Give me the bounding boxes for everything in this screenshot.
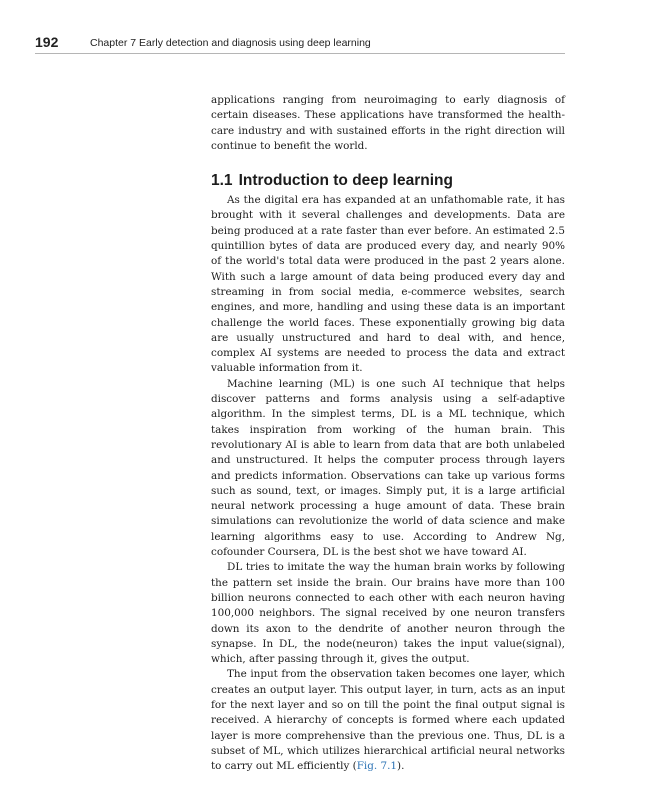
running-head: Chapter 7 Early detection and diagnosis using deep learning — [90, 37, 371, 49]
section-number: 1.1 — [211, 172, 233, 190]
body-paragraph-last — [211, 667, 565, 774]
last-paragraph-closing: ). — [397, 760, 405, 773]
body-paragraph: Machine learning (ML) is one such AI technique that helps discover patterns and forms analysis using a self-adaptive algorithm. In the simplest terms, DL is a ML technique, which takes inspiration from working of the human brain. This revolutionary AI is able to learn from data that are both unlabeled and unstructured. It helps the computer process through layers and predicts information. Observations can take up various forms such as sound, text, or images. Simply put, it is a large artificial neural network processing a huge amount of data. These brain simulations can revolutionize the world of data science and make learning algorithms easy to use. According to Andrew Ng, cofounder Coursera, DL is the best shot we have toward AI. — [211, 377, 565, 559]
page-header — [35, 33, 565, 54]
body-paragraph: DL tries to imitate the way the human brain works by following the pattern set inside the brain. Our brains have more than 100 billion neurons connected to each other with each neuron having 100,000 neighbors. The signal received by one neuron transfers down its axon to the dendrite of another neuron through the synapse. In DL, the node(neuron) takes the input value(signal), which, after passing through it, gives the output. — [211, 561, 565, 666]
last-paragraph-text: The input from the observation taken becomes one layer, which creates an output layer. This output layer, in turn, acts as an input for the next layer and so on till the point the final output signal is received. A hierarchy of concepts is formed where each updated layer is more comprehensive than the previous one. Thus, DL is a subset of ML, which utilizes hierarchical artificial neural networks to carry out ML efficiently ( — [211, 668, 565, 773]
text-column — [211, 93, 565, 774]
figure-reference-link[interactable]: Fig. 7.1 — [356, 760, 398, 773]
intro-paragraph: applications ranging from neuroimaging to early diagnosis of certain diseases. These applications have transformed the health-care industry and with sustained efforts in the right direction will continue to benefit the world. — [211, 94, 565, 152]
page-number: 192 — [35, 34, 59, 50]
body-paragraph: As the digital era has expanded at an unfathomable rate, it has brought with it several challenges and developments. Data are being produced at a rate faster than ever before. An estimated 2.5 quintillion bytes of data are produced every day, and nearly 90% of the world's total data were produced in the past 2 years alone. With such a large amount of data being produced every day and streaming in from social media, e-commerce websites, search engines, and more, handling and using these data is an important challenge the world faces. These exponentially growing big data are usually unstructured and hard to deal with, and hence, complex AI systems are needed to process the data and extract valuable information from it. — [211, 194, 565, 375]
section-title: Introduction to deep learning — [238, 172, 453, 190]
section-heading — [211, 171, 565, 191]
